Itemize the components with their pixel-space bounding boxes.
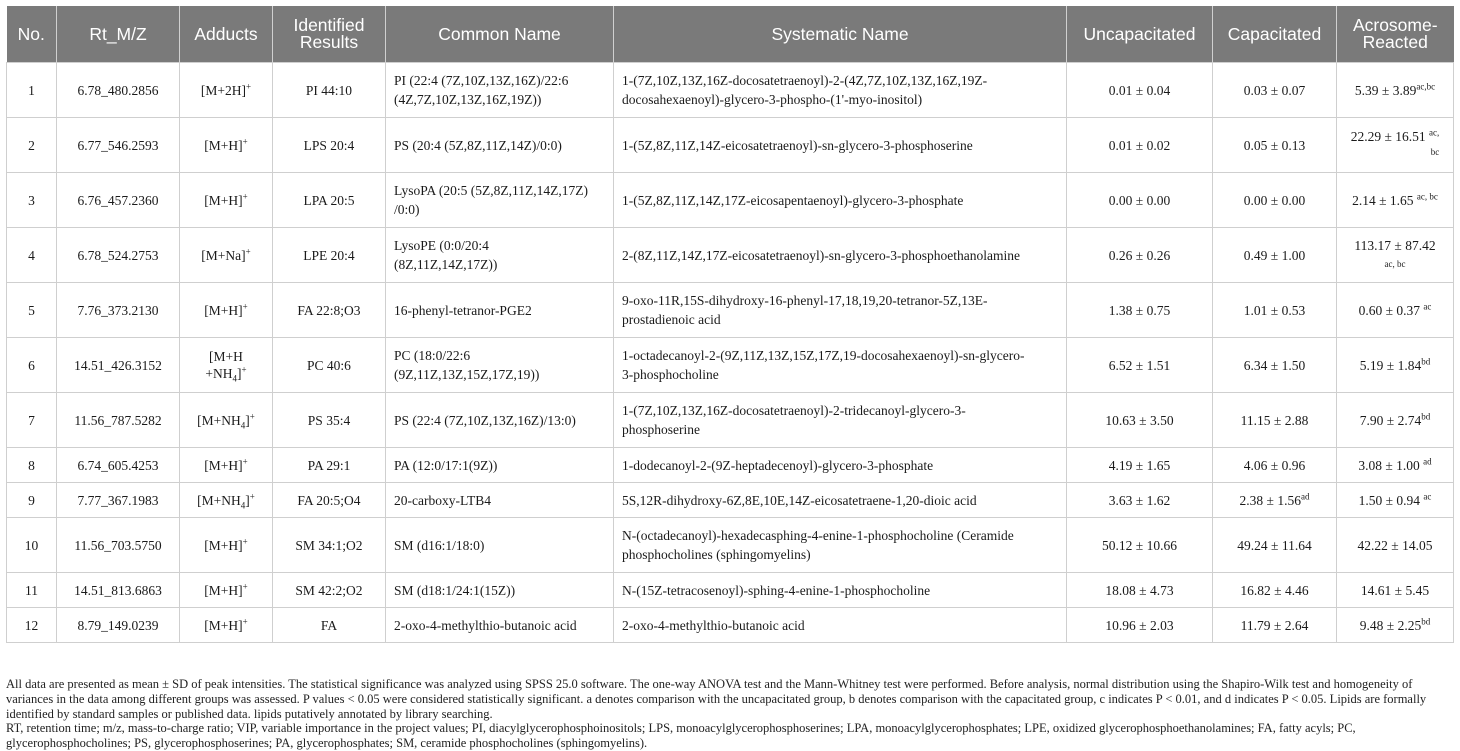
cell-adduct: [M+H]+ bbox=[180, 448, 273, 483]
cell-capacitated: 16.82 ± 4.46 bbox=[1213, 573, 1337, 608]
cell-identified: LPS 20:4 bbox=[273, 118, 386, 173]
header-capacitated: Capacitated bbox=[1213, 6, 1337, 63]
header-common-name: Common Name bbox=[386, 6, 614, 63]
table-row bbox=[7, 608, 1454, 643]
cell-acrosome-reacted: 2.14 ± 1.65 $^{ac, bc}$ bbox=[1337, 173, 1454, 228]
lipid-table bbox=[6, 6, 1454, 643]
cell-systematic-name: 1-dodecanoyl-2-(9Z-heptadecenoyl)-glycero-3-phosphate bbox=[614, 448, 1067, 483]
header-identified-results: Identified Results bbox=[273, 6, 386, 63]
cell-uncapacitated: 0.01 ± 0.02 bbox=[1067, 118, 1213, 173]
cell-adduct: [M+H]+ bbox=[180, 573, 273, 608]
header-acrosome-reacted: Acrosome-Reacted bbox=[1337, 6, 1454, 63]
cell-systematic-name: N-(octadecanoyl)-hexadecasphing-4-enine-1-phosphocholine (Ceramide phosphocholines (sphingomyelins) bbox=[614, 518, 1067, 573]
cell-no: 4 bbox=[7, 228, 57, 283]
cell-no: 12 bbox=[7, 608, 57, 643]
table-row bbox=[7, 338, 1454, 393]
cell-capacitated: 11.79 ± 2.64 bbox=[1213, 608, 1337, 643]
table-row bbox=[7, 228, 1454, 283]
cell-uncapacitated: 4.19 ± 1.65 bbox=[1067, 448, 1213, 483]
cell-identified: FA bbox=[273, 608, 386, 643]
cell-uncapacitated: 50.12 ± 10.66 bbox=[1067, 518, 1213, 573]
cell-acrosome-reacted: 3.08 ± 1.00 $^{ad}$ bbox=[1337, 448, 1454, 483]
cell-identified: LPA 20:5 bbox=[273, 173, 386, 228]
cell-common-name: PS (22:4 (7Z,10Z,13Z,16Z)/13:0) bbox=[386, 393, 614, 448]
cell-acrosome-reacted: 1.50 ± 0.94 $^{ac}$ bbox=[1337, 483, 1454, 518]
cell-identified: PI 44:10 bbox=[273, 63, 386, 118]
cell-uncapacitated: 6.52 ± 1.51 bbox=[1067, 338, 1213, 393]
cell-rt-mz: 11.56_703.5750 bbox=[57, 518, 180, 573]
cell-systematic-name: 1-(7Z,10Z,13Z,16Z-docosatetraenoyl)-2-tridecanoyl-glycero-3- phosphoserine bbox=[614, 393, 1067, 448]
header-no: No. bbox=[7, 6, 57, 63]
cell-capacitated: 49.24 ± 11.64 bbox=[1213, 518, 1337, 573]
cell-rt-mz: 6.76_457.2360 bbox=[57, 173, 180, 228]
cell-identified: PS 35:4 bbox=[273, 393, 386, 448]
table-row bbox=[7, 573, 1454, 608]
footnote-statistics: All data are presented as mean ± SD of peak intensities. The statistical significance was analyzed using SPSS 25.0 software. The one-way ANOVA test and the Mann-Whitney test were performed. Before analysis, normal distribution using the Shapiro-Wilk test and homogeneity of variances in the data among different groups was assessed. P values < 0.05 were considered statistically significant. a denotes comparison with the uncapacitated group, b denotes comparison with the capacitated group, c indicates P < 0.01, and d indicates P < 0.05. Lipids are formally identified by standard samples or published data. lipids putatively annotated by library searching. bbox=[6, 677, 1427, 721]
cell-systematic-name: N-(15Z-tetracosenoyl)-sphing-4-enine-1-phosphocholine bbox=[614, 573, 1067, 608]
table-footnotes bbox=[6, 677, 1454, 751]
table-row bbox=[7, 173, 1454, 228]
footnote-abbreviations: RT, retention time; m/z, mass-to-charge ratio; VIP, variable importance in the project values; PI, diacylglycerophosphoinositols; LPS, monoacylglycerophosphoserines; LPA, monoacylglycerophosphates; LPE, oxidized glycerophosphoethanolamines; FA, fatty acyls; PC, glycerophosphocholines; PS, glycerophosphoserines; PA, glycerophosphates; SM, ceramide phosphocholines (sphingomyelins). bbox=[6, 721, 1356, 751]
cell-identified: FA 22:8;O3 bbox=[273, 283, 386, 338]
cell-common-name: 2-oxo-4-methylthio-butanoic acid bbox=[386, 608, 614, 643]
cell-rt-mz: 7.77_367.1983 bbox=[57, 483, 180, 518]
table-row bbox=[7, 518, 1454, 573]
cell-common-name: 20-carboxy-LTB4 bbox=[386, 483, 614, 518]
cell-capacitated: 1.01 ± 0.53 bbox=[1213, 283, 1337, 338]
cell-systematic-name: 1-octadecanoyl-2-(9Z,11Z,13Z,15Z,17Z,19-docosahexaenoyl)-sn-glycero- 3-phosphocholine bbox=[614, 338, 1067, 393]
cell-adduct: $[M+NH_4]^+$ bbox=[180, 393, 273, 448]
header-adducts: Adducts bbox=[180, 6, 273, 63]
table-row bbox=[7, 118, 1454, 173]
cell-rt-mz: 11.56_787.5282 bbox=[57, 393, 180, 448]
cell-common-name: PA (12:0/17:1(9Z)) bbox=[386, 448, 614, 483]
cell-systematic-name: 9-oxo-11R,15S-dihydroxy-16-phenyl-17,18,19,20-tetranor-5Z,13E- prostadienoic acid bbox=[614, 283, 1067, 338]
cell-common-name: SM (d16:1/18:0) bbox=[386, 518, 614, 573]
table-row bbox=[7, 483, 1454, 518]
cell-identified: SM 34:1;O2 bbox=[273, 518, 386, 573]
cell-no: 3 bbox=[7, 173, 57, 228]
cell-adduct: [M+2H]+ bbox=[180, 63, 273, 118]
cell-systematic-name: 2-(8Z,11Z,14Z,17Z-eicosatetraenoyl)-sn-glycero-3-phosphoethanolamine bbox=[614, 228, 1067, 283]
cell-acrosome-reacted: 42.22 ± 14.05 bbox=[1337, 518, 1454, 573]
cell-acrosome-reacted: 5.19 ± 1.84$^{bd}$ bbox=[1337, 338, 1454, 393]
cell-rt-mz: 8.79_149.0239 bbox=[57, 608, 180, 643]
cell-capacitated: 4.06 ± 0.96 bbox=[1213, 448, 1337, 483]
cell-no: 5 bbox=[7, 283, 57, 338]
cell-common-name: PI (22:4 (7Z,10Z,13Z,16Z)/22:6 (4Z,7Z,10Z,13Z,16Z,19Z)) bbox=[386, 63, 614, 118]
cell-systematic-name: 1-(5Z,8Z,11Z,14Z,17Z-eicosapentaenoyl)-glycero-3-phosphate bbox=[614, 173, 1067, 228]
cell-adduct: $[M+NH_4]^+$ bbox=[180, 483, 273, 518]
cell-uncapacitated: 18.08 ± 4.73 bbox=[1067, 573, 1213, 608]
cell-common-name: SM (d18:1/24:1(15Z)) bbox=[386, 573, 614, 608]
cell-identified: PA 29:1 bbox=[273, 448, 386, 483]
header-rt-mz: Rt_M/Z bbox=[57, 6, 180, 63]
cell-no: 9 bbox=[7, 483, 57, 518]
cell-acrosome-reacted: 14.61 ± 5.45 bbox=[1337, 573, 1454, 608]
cell-capacitated: 0.00 ± 0.00 bbox=[1213, 173, 1337, 228]
cell-rt-mz: 7.76_373.2130 bbox=[57, 283, 180, 338]
cell-systematic-name: 5S,12R-dihydroxy-6Z,8E,10E,14Z-eicosatetraene-1,20-dioic acid bbox=[614, 483, 1067, 518]
cell-adduct: [M+H]+ bbox=[180, 518, 273, 573]
cell-no: 10 bbox=[7, 518, 57, 573]
cell-common-name: 16-phenyl-tetranor-PGE2 bbox=[386, 283, 614, 338]
cell-capacitated: 0.05 ± 0.13 bbox=[1213, 118, 1337, 173]
cell-adduct: [M+H]+ bbox=[180, 283, 273, 338]
cell-adduct: [M+H]+ bbox=[180, 173, 273, 228]
table-row bbox=[7, 283, 1454, 338]
cell-rt-mz: 6.77_546.2593 bbox=[57, 118, 180, 173]
cell-adduct: [M+H]+ bbox=[180, 608, 273, 643]
cell-uncapacitated: 0.01 ± 0.04 bbox=[1067, 63, 1213, 118]
cell-adduct: [M+Na]+ bbox=[180, 228, 273, 283]
cell-uncapacitated: 0.26 ± 0.26 bbox=[1067, 228, 1213, 283]
cell-rt-mz: 6.78_524.2753 bbox=[57, 228, 180, 283]
lipid-table-container bbox=[6, 6, 1453, 643]
cell-rt-mz: 14.51_426.3152 bbox=[57, 338, 180, 393]
table-row bbox=[7, 448, 1454, 483]
table-header-row bbox=[7, 6, 1454, 63]
cell-no: 1 bbox=[7, 63, 57, 118]
cell-acrosome-reacted: 7.90 ± 2.74$^{bd}$ bbox=[1337, 393, 1454, 448]
cell-capacitated: 2.38 ± 1.56$^{ad}$ bbox=[1213, 483, 1337, 518]
cell-adduct: [M+H]+ bbox=[180, 118, 273, 173]
cell-uncapacitated: 10.96 ± 2.03 bbox=[1067, 608, 1213, 643]
cell-no: 11 bbox=[7, 573, 57, 608]
cell-acrosome-reacted: 0.60 ± 0.37 $^{ac}$ bbox=[1337, 283, 1454, 338]
cell-rt-mz: 6.78_480.2856 bbox=[57, 63, 180, 118]
cell-capacitated: 0.49 ± 1.00 bbox=[1213, 228, 1337, 283]
cell-acrosome-reacted: $5.39 \pm 3.89^{ac,bc}$ bbox=[1337, 63, 1454, 118]
cell-systematic-name: 2-oxo-4-methylthio-butanoic acid bbox=[614, 608, 1067, 643]
cell-capacitated: 0.03 ± 0.07 bbox=[1213, 63, 1337, 118]
cell-capacitated: 11.15 ± 2.88 bbox=[1213, 393, 1337, 448]
table-row bbox=[7, 63, 1454, 118]
table-row bbox=[7, 393, 1454, 448]
cell-identified: PC 40:6 bbox=[273, 338, 386, 393]
cell-common-name: LysoPE (0:0/20:4 (8Z,11Z,14Z,17Z)) bbox=[386, 228, 614, 283]
cell-rt-mz: 6.74_605.4253 bbox=[57, 448, 180, 483]
cell-acrosome-reacted: 113.17 ± 87.42 ac, bc bbox=[1337, 228, 1454, 283]
cell-uncapacitated: 1.38 ± 0.75 bbox=[1067, 283, 1213, 338]
cell-identified: FA 20:5;O4 bbox=[273, 483, 386, 518]
cell-rt-mz: 14.51_813.6863 bbox=[57, 573, 180, 608]
cell-common-name: PC (18:0/22:6 (9Z,11Z,13Z,15Z,17Z,19)) bbox=[386, 338, 614, 393]
cell-common-name: LysoPA (20:5 (5Z,8Z,11Z,14Z,17Z) /0:0) bbox=[386, 173, 614, 228]
cell-common-name: PS (20:4 (5Z,8Z,11Z,14Z)/0:0) bbox=[386, 118, 614, 173]
cell-uncapacitated: 3.63 ± 1.62 bbox=[1067, 483, 1213, 518]
cell-uncapacitated: 10.63 ± 3.50 bbox=[1067, 393, 1213, 448]
cell-systematic-name: 1-(5Z,8Z,11Z,14Z-eicosatetraenoyl)-sn-glycero-3-phosphoserine bbox=[614, 118, 1067, 173]
cell-identified: LPE 20:4 bbox=[273, 228, 386, 283]
cell-systematic-name: 1-(7Z,10Z,13Z,16Z-docosatetraenoyl)-2-(4Z,7Z,10Z,13Z,16Z,19Z- docosahexaenoyl)-glycero-3-phospho-(1'-myo-inositol) bbox=[614, 63, 1067, 118]
cell-acrosome-reacted: 9.48 ± 2.25$^{bd}$ bbox=[1337, 608, 1454, 643]
cell-no: 2 bbox=[7, 118, 57, 173]
cell-no: 8 bbox=[7, 448, 57, 483]
cell-capacitated: 6.34 ± 1.50 bbox=[1213, 338, 1337, 393]
cell-no: 7 bbox=[7, 393, 57, 448]
cell-adduct: [M+H $+NH_4]^+$ bbox=[180, 338, 273, 393]
cell-acrosome-reacted: 22.29 ± 16.51 $^{ac,}$ bc bbox=[1337, 118, 1454, 173]
header-systematic-name: Systematic Name bbox=[614, 6, 1067, 63]
cell-uncapacitated: 0.00 ± 0.00 bbox=[1067, 173, 1213, 228]
header-uncapacitated: Uncapacitated bbox=[1067, 6, 1213, 63]
cell-identified: SM 42:2;O2 bbox=[273, 573, 386, 608]
cell-no: 6 bbox=[7, 338, 57, 393]
